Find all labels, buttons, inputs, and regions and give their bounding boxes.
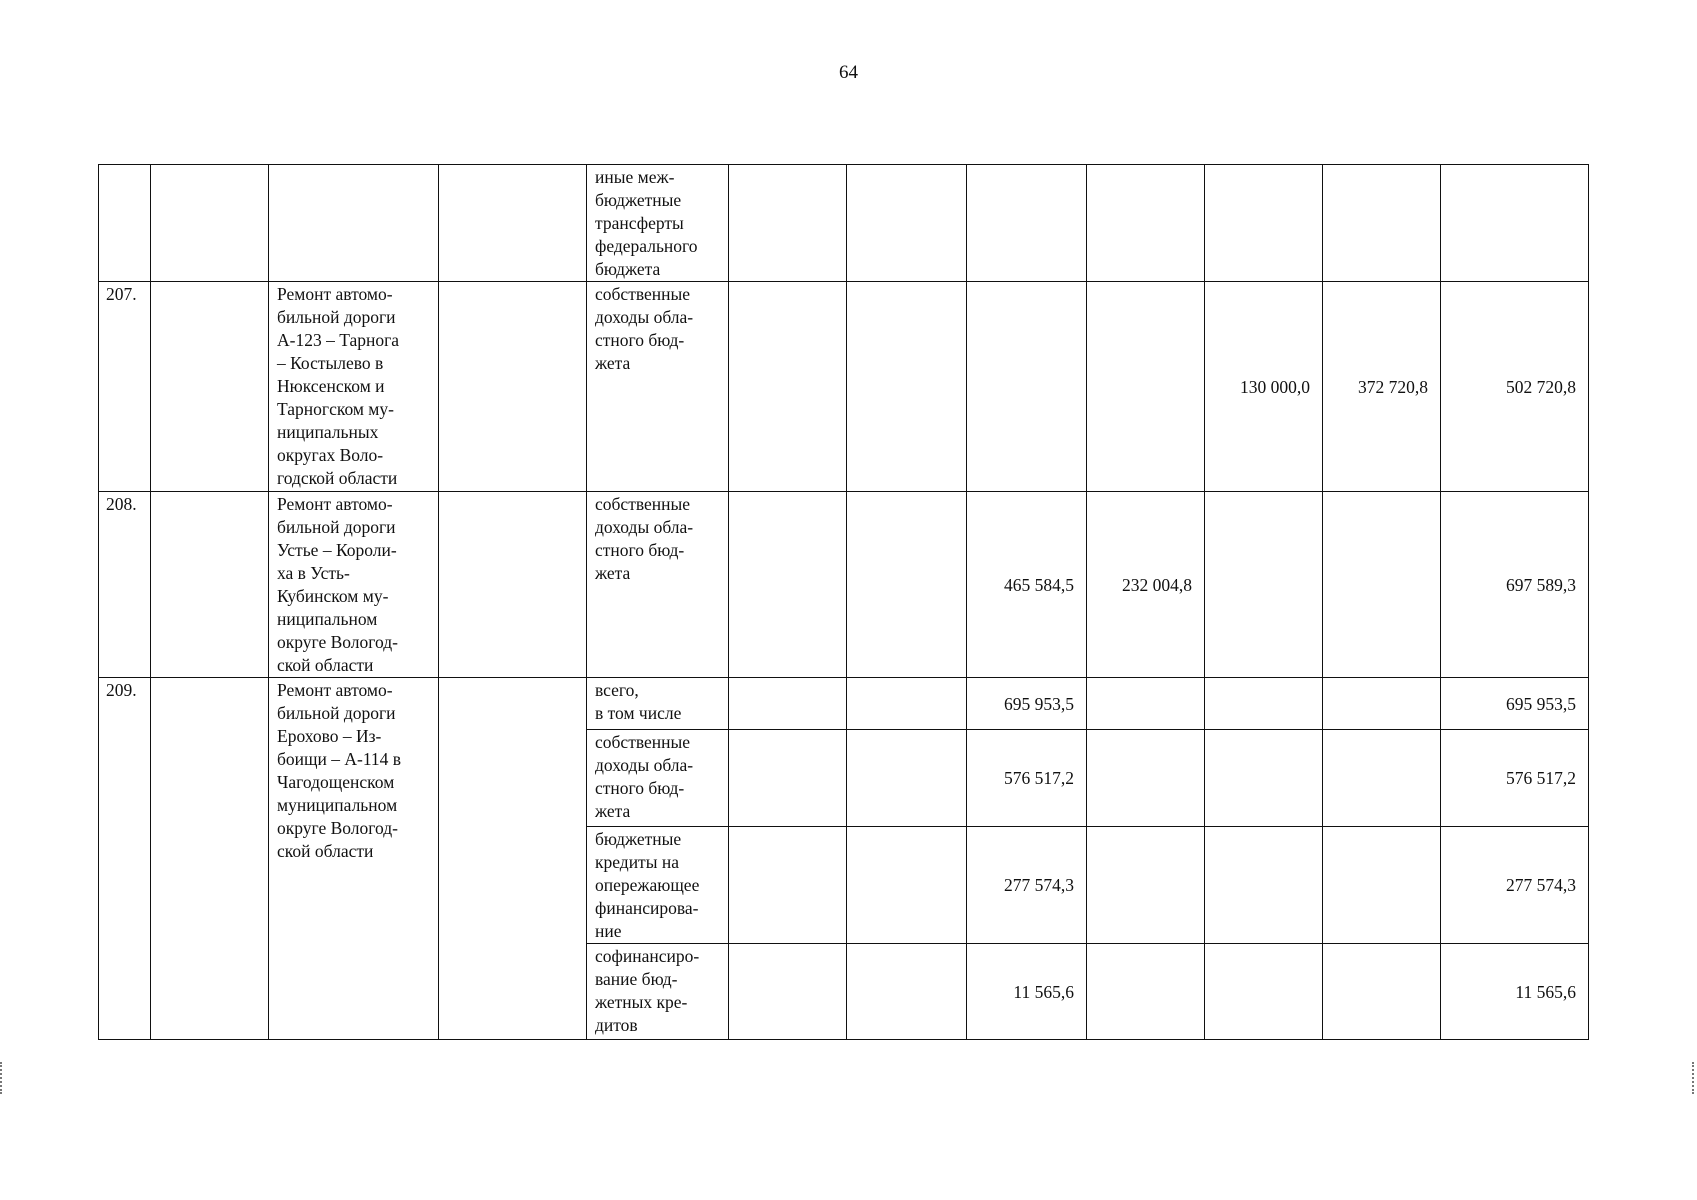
row-index: 208.: [99, 492, 151, 678]
empty-cell: [151, 282, 269, 492]
empty-cell: [729, 827, 847, 944]
total-cell: 277 574,3: [1441, 827, 1589, 944]
empty-cell: [729, 730, 847, 827]
binding-edge-mark: [1692, 1062, 1696, 1094]
value-cell: 130 000,0: [1205, 282, 1323, 492]
empty-cell: [1087, 944, 1205, 1040]
object-name: Ремонт автомо- бильной дороги А-123 – Тарнога – Костылево в Нюксенском и Тарногском му- ниципальных округах Воло- годской области: [269, 282, 439, 492]
funding-source: софинансиро- вание бюд- жетных кре- дитов: [587, 944, 729, 1040]
financing-table: [98, 164, 1589, 1040]
total-cell: 502 720,8: [1441, 282, 1589, 492]
empty-cell: [151, 678, 269, 1040]
funding-source: собственные доходы обла- стного бюд- жета: [587, 282, 729, 492]
empty-cell: [1205, 944, 1323, 1040]
total-cell: 697 589,3: [1441, 492, 1589, 678]
empty-cell: [1205, 827, 1323, 944]
empty-cell: [729, 165, 847, 282]
value-cell: 695 953,5: [967, 678, 1087, 730]
value-cell: [1087, 282, 1205, 492]
value-cell: [1205, 165, 1323, 282]
empty-cell: [439, 678, 587, 1040]
page-number: 64: [839, 62, 858, 83]
binding-edge-mark: [0, 1062, 4, 1094]
object-name: Ремонт автомо- бильной дороги Ерохово – Из- боищи – А-114 в Чагодощенском муниципальном округе Вологод- ской области: [269, 678, 439, 1040]
funding-source: иные меж- бюджетные трансферты федерального бюджета: [587, 165, 729, 282]
empty-cell: [1323, 678, 1441, 730]
empty-cell: [847, 730, 967, 827]
value-cell: 277 574,3: [967, 827, 1087, 944]
total-cell: [1441, 165, 1589, 282]
total-cell: 695 953,5: [1441, 678, 1589, 730]
empty-cell: [729, 944, 847, 1040]
row-index: 207.: [99, 282, 151, 492]
total-cell: 11 565,6: [1441, 944, 1589, 1040]
value-cell: 372 720,8: [1323, 282, 1441, 492]
table-row: [99, 282, 1589, 492]
empty-cell: [1323, 827, 1441, 944]
empty-cell: [729, 282, 847, 492]
value-cell: [967, 165, 1087, 282]
row-index: 209.: [99, 678, 151, 1040]
value-cell: 576 517,2: [967, 730, 1087, 827]
object-name: Ремонт автомо- бильной дороги Устье – Короли- ха в Усть- Кубинском му- ниципальном округе Вологод- ской области: [269, 492, 439, 678]
empty-cell: [1205, 678, 1323, 730]
empty-cell: [439, 165, 587, 282]
value-cell: [1087, 165, 1205, 282]
value-cell: [1323, 165, 1441, 282]
empty-cell: [1087, 730, 1205, 827]
total-cell: 576 517,2: [1441, 730, 1589, 827]
empty-cell: [1323, 944, 1441, 1040]
empty-cell: [1087, 827, 1205, 944]
empty-cell: [847, 678, 967, 730]
table-row: [99, 678, 1589, 730]
funding-source: собственные доходы обла- стного бюд- жета: [587, 492, 729, 678]
table-row: [99, 492, 1589, 678]
empty-cell: [1323, 730, 1441, 827]
empty-cell: [847, 827, 967, 944]
value-cell: 11 565,6: [967, 944, 1087, 1040]
object-name: [269, 165, 439, 282]
value-cell: [967, 282, 1087, 492]
funding-source: бюджетные кредиты на опережающее финансирова- ние: [587, 827, 729, 944]
empty-cell: [1205, 730, 1323, 827]
funding-source: собственные доходы обла- стного бюд- жета: [587, 730, 729, 827]
row-index: [99, 165, 151, 282]
empty-cell: [847, 165, 967, 282]
empty-cell: [847, 492, 967, 678]
empty-cell: [729, 678, 847, 730]
funding-source: всего, в том числе: [587, 678, 729, 730]
empty-cell: [1087, 678, 1205, 730]
value-cell: [1323, 492, 1441, 678]
empty-cell: [439, 492, 587, 678]
value-cell: [1205, 492, 1323, 678]
value-cell: 465 584,5: [967, 492, 1087, 678]
empty-cell: [439, 282, 587, 492]
empty-cell: [151, 165, 269, 282]
empty-cell: [151, 492, 269, 678]
table-row: [99, 165, 1589, 282]
empty-cell: [729, 492, 847, 678]
empty-cell: [847, 282, 967, 492]
empty-cell: [847, 944, 967, 1040]
value-cell: 232 004,8: [1087, 492, 1205, 678]
